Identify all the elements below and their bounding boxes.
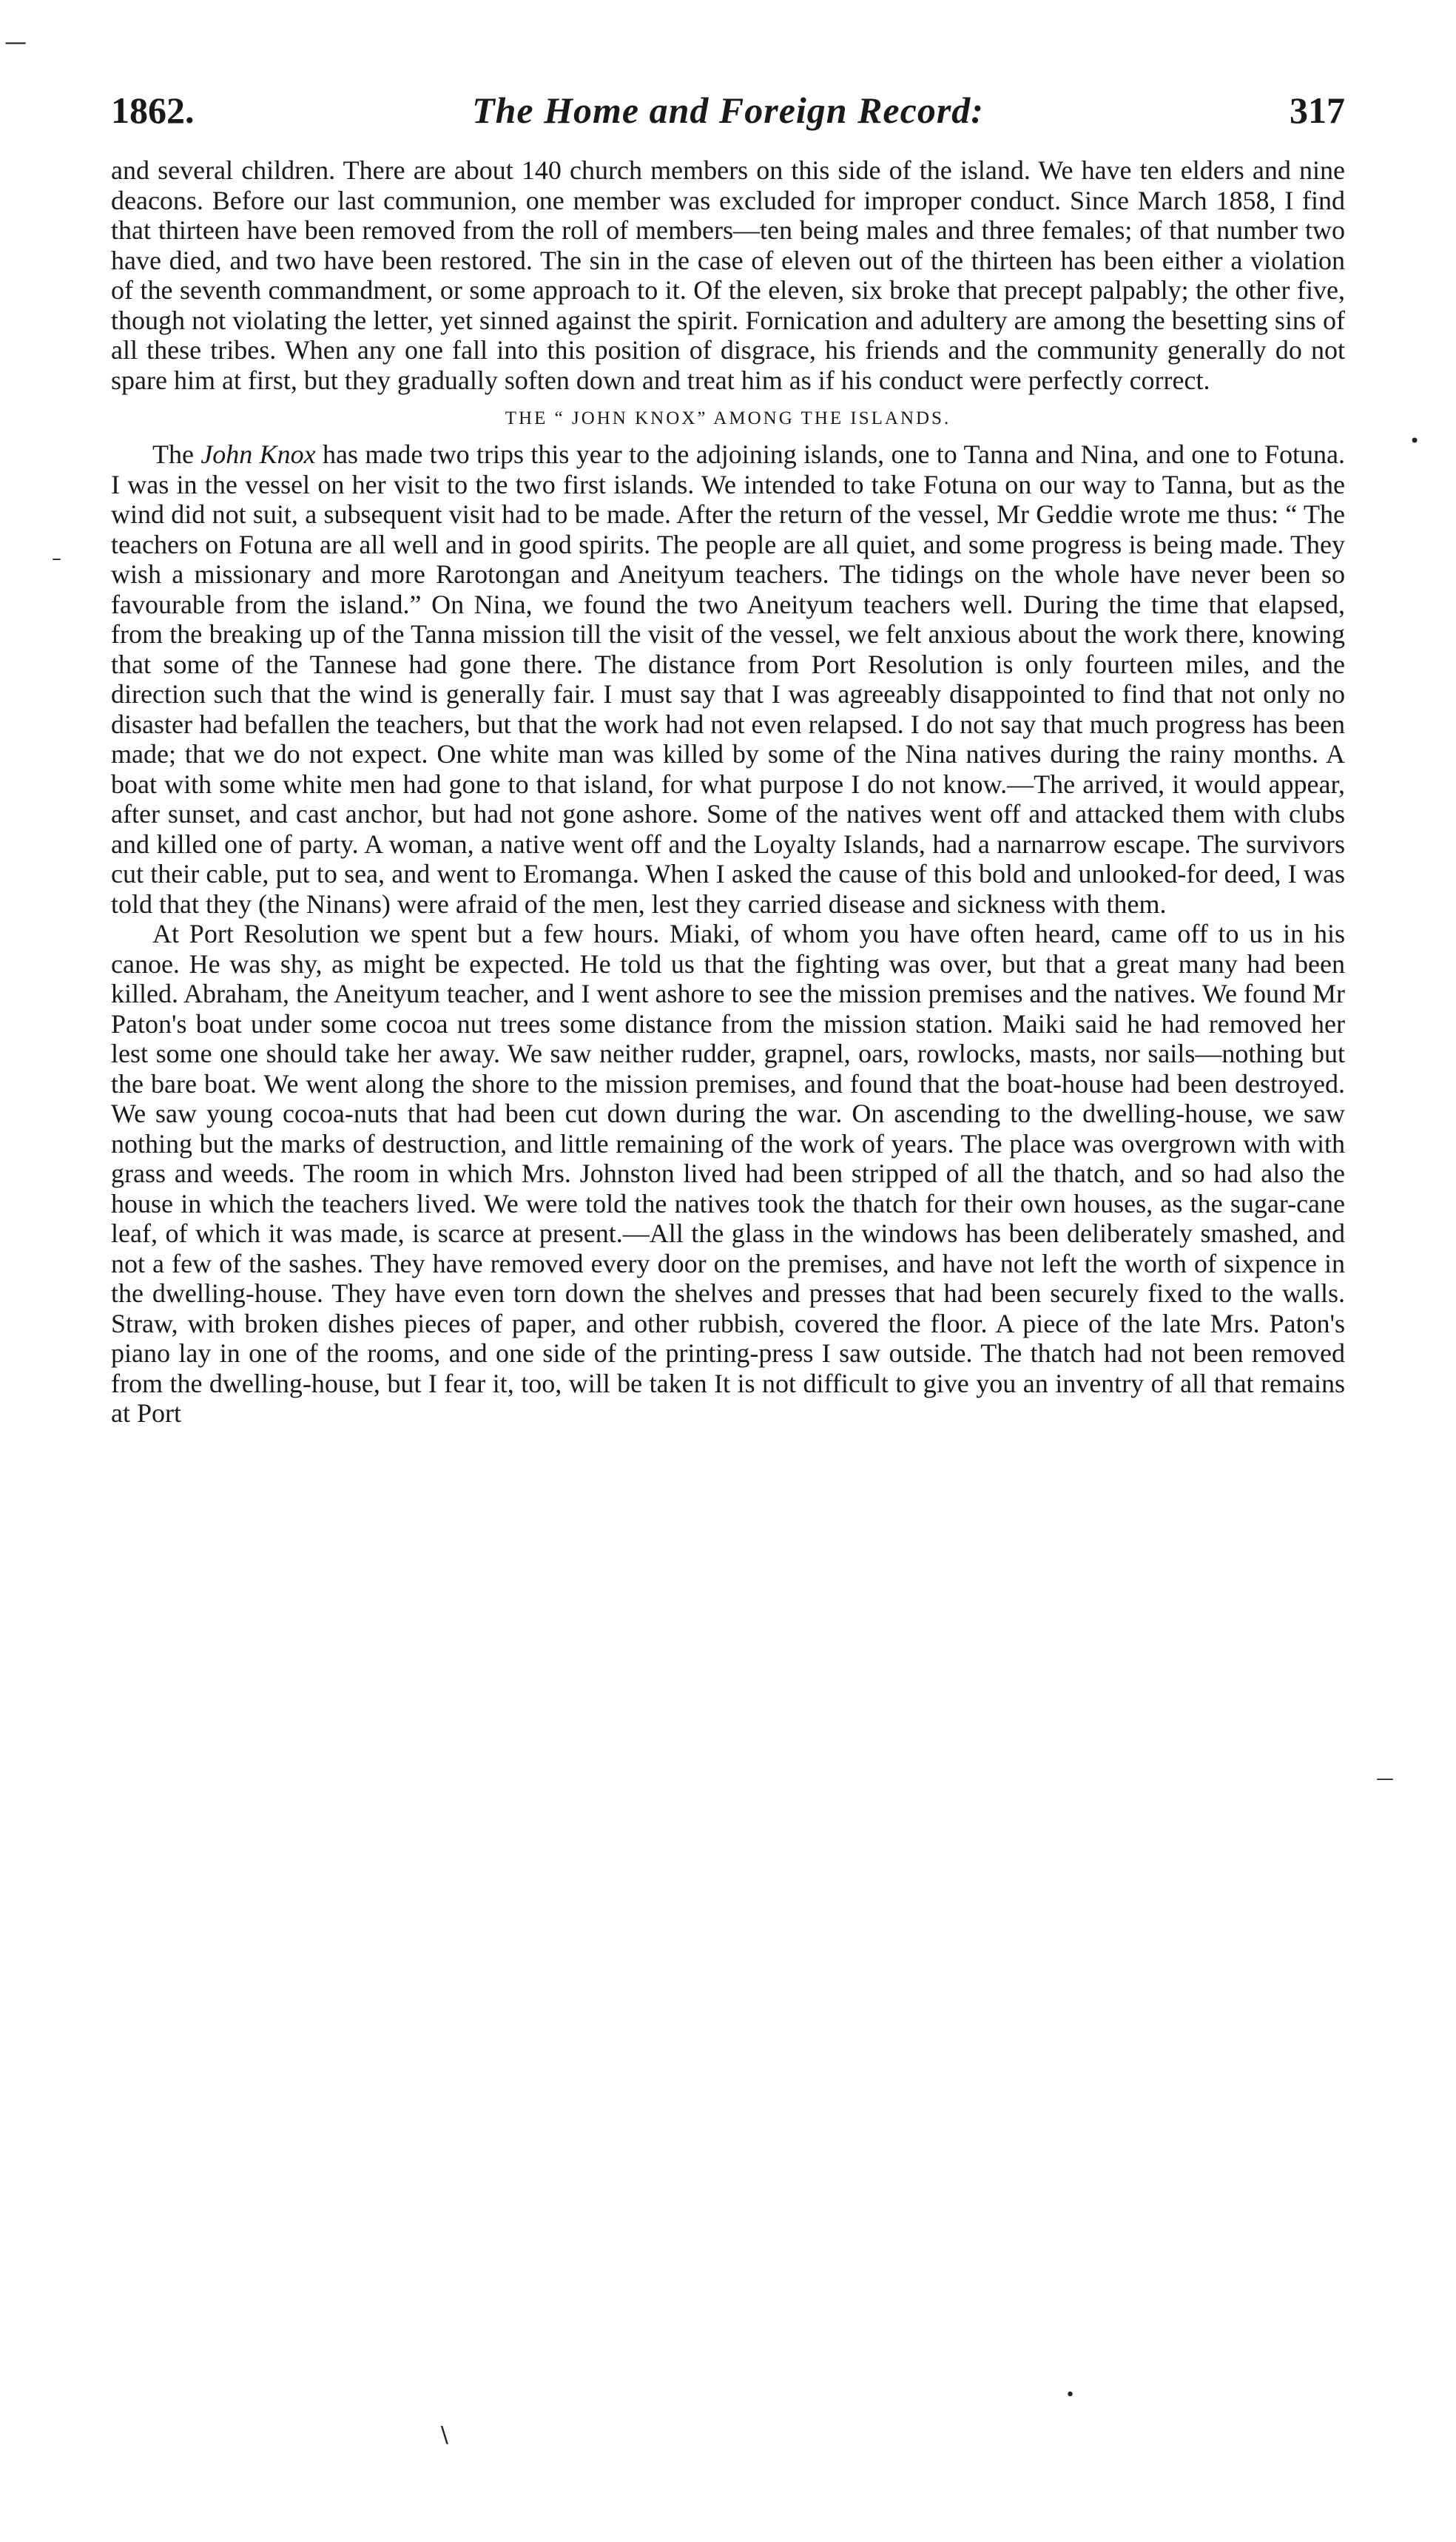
scan-speck: —: [4, 30, 27, 55]
header-title: The Home and Foreign Record:: [472, 90, 984, 131]
header-year: 1862.: [111, 90, 195, 131]
paragraph-lead: The: [152, 439, 201, 469]
ship-name: John Knox: [200, 439, 316, 469]
section-heading: THE “ JOHN KNOX” AMONG THE ISLANDS.: [505, 408, 951, 428]
article-body: [111, 155, 1345, 1429]
page-header: [111, 74, 1345, 141]
scan-speck: •: [1409, 431, 1420, 451]
scan-speck: —: [1376, 1768, 1394, 1789]
scan-speck: •: [1065, 2386, 1075, 2404]
scan-speck: ∖: [437, 2423, 451, 2449]
paragraph-continued: and several children. There are about 140 church members on this side of the island. We have ten elders and nine deacons. Before our last communion, one member was excluded for improper conduct. Since March 1858, I find that thirteen have been removed from the roll of members—ten being males and three females; of that number two have died, and two have been restored. The sin in the case of eleven out of the thirteen has been either a violation of the seventh commandment, or some approach to it. Of the eleven, six broke that precept palpably; the other five, though not violating the letter, yet sinned against the spirit. Fornication and adultery are among the besetting sins of all these tribes. When any one fall into this position of disgrace, his friends and the community generally do not spare him at first, but they gradually soften down and treat him as if his conduct were perfectly correct.: [111, 155, 1345, 395]
paragraph-port-resolution: At Port Resolution we spent but a few hours. Miaki, of whom you have often heard, came off to us in his canoe. He was shy, as might be expected. He told us that the fighting was over, but that a great many had been killed. Abraham, the Aneityum teacher, and I went ashore to see the mission premises and the natives. We found Mr Paton's boat under some cocoa nut trees some distance from the mission station. Maiki said he had removed her lest some one should take her away. We saw neither rudder, grapnel, oars, rowlocks, masts, nor sails—nothing but the bare boat. We went along the shore to the mission premises, and found that the boat-house had been destroyed. We saw young cocoa-nuts that had been cut down during the war. On ascending to the dwelling-house, we saw nothing but the marks of destruction, and little remaining of the work of years. The place was overgrown with with grass and weeds. The room in which Mrs. Johnston lived had been stripped of all the thatch, and so had also the house in which the teachers lived. We were told the natives took the thatch for their own houses, as the sugar-cane leaf, of which it was made, is scarce at present.—All the glass in the windows has been deliberately smashed, and not a few of the sashes. They have removed every door on the premises, and have not left the worth of sixpence in the dwelling-house. They have even torn down the shelves and presses that had been securely fixed to the walls. Straw, with broken dishes pieces of paper, and other rubbish, covered the floor. A piece of the late Mrs. Paton's piano lay in one of the rooms, and one side of the printing-press I saw outside. The thatch had not been removed from the dwelling-house, but I fear it, too, will be taken It is not difficult to give you an inventry of all that remains at Port: [111, 919, 1345, 1428]
paragraph-john-knox: [111, 439, 1345, 919]
paragraph-text: has made two trips this year to the adjoining islands, one to Tanna and Nina, and one to Fotuna. I was in the vessel on her visit to the two first islands. We intended to take Fotuna on our way to Tanna, but as the wind did not suit, a subsequent visit had to be made. After the return of the vessel, Mr Geddie wrote me thus: “ The teachers on Fotuna are all well and in good spirits. The people are all quiet, and some progress is being made. They wish a missionary and more Rarotongan and Aneityum teachers. The tidings on the whole have never been so favourable from the island.” On Nina, we found the two Aneityum teachers well. During the time that elapsed, from the breaking up of the Tanna mission till the visit of the vessel, we felt anxious about the work there, knowing that some of the Tannese had gone there. The distance from Port Resolution is only fourteen miles, and the direction such that the wind is generally fair. I must say that I was agreeably disappointed to find that not only no disaster had befallen the teachers, but that the work had not even relapsed. I do not say that much progress has been made; that we do not expect. One white man was killed by some of the Nina natives during the rainy months. A boat with some white men had gone to that island, for what purpose I do not know.—The arrived, it would appear, after sunset, and cast anchor, but had not gone ashore. Some of the natives went off and attacked them with clubs and killed one of party. A woman, a native went off and the Loyalty Islands, had a narnarrow escape. The survivors cut their cable, put to sea, and went to Eromanga. When I asked the cause of this bold and unlooked-for deed, I was told that they (the Ninans) were afraid of the men, lest they carried disease and sickness with them.: [111, 439, 1346, 919]
header-page-number: 317: [1290, 90, 1345, 131]
scan-speck: –: [52, 547, 61, 570]
